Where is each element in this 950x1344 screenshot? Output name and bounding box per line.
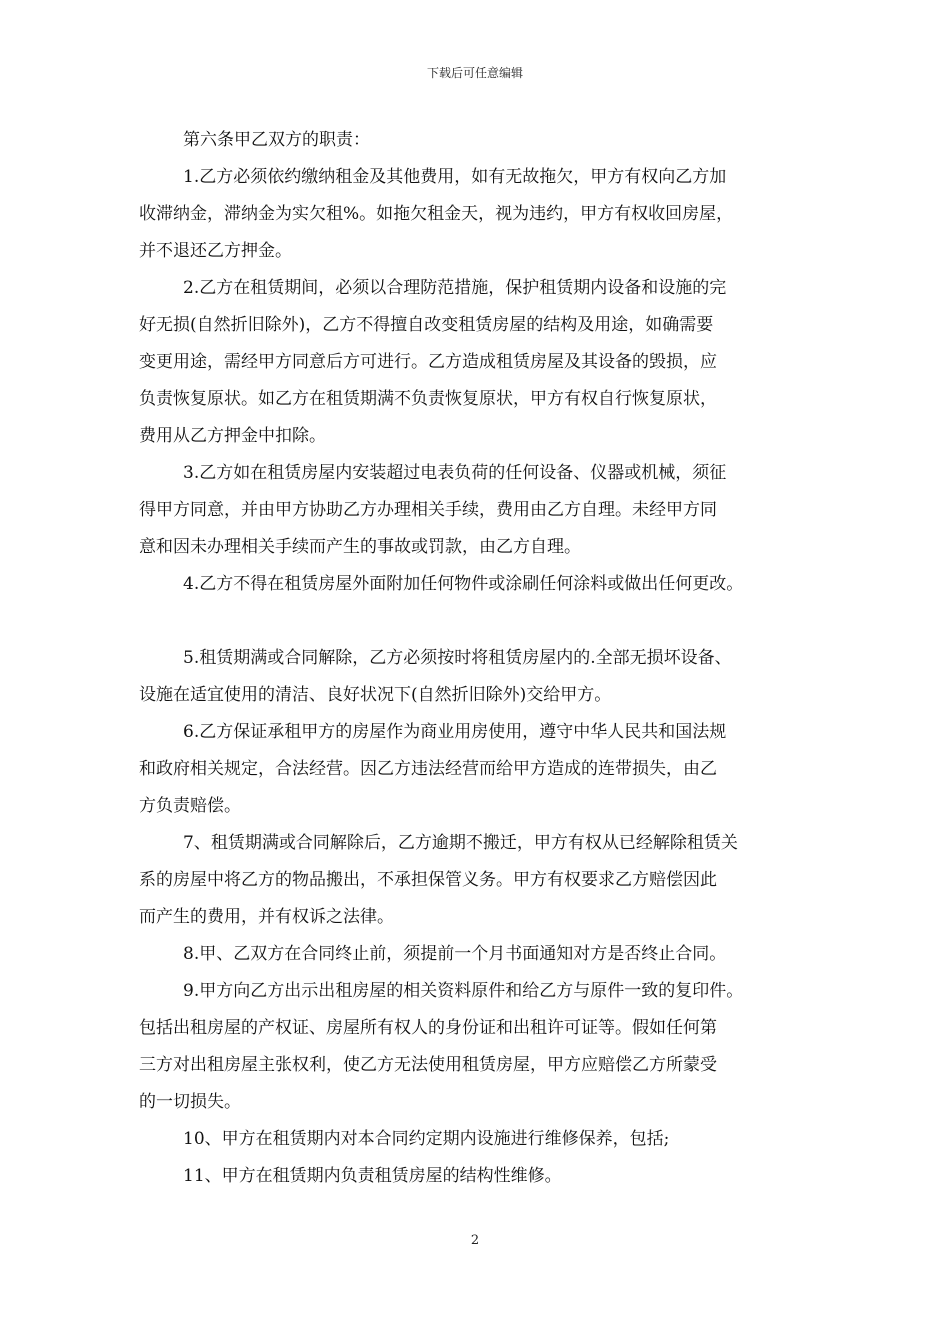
paragraph-clause-1 bbox=[139, 159, 823, 270]
text-line: 3.乙方如在租赁房屋内安装超过电表负荷的任何设备、仪器或机械，须征 bbox=[183, 463, 727, 483]
paragraph-clause-4 bbox=[139, 566, 823, 603]
text-line: 8.甲、乙双方在合同终止前，须提前一个月书面通知对方是否终止合同。 bbox=[183, 944, 727, 964]
text-line: 变更用途，需经甲方同意后方可进行。乙方造成租赁房屋及其设备的毁损，应 bbox=[139, 352, 717, 372]
blank-line bbox=[139, 603, 823, 640]
text-line: 第六条甲乙双方的职责： bbox=[183, 130, 370, 150]
text-line: 费用从乙方押金中扣除。 bbox=[139, 426, 326, 446]
text-line: 得甲方同意，并由甲方协助乙方办理相关手续，费用由乙方自理。未经甲方同 bbox=[139, 500, 717, 520]
paragraph-clause-9 bbox=[139, 973, 823, 1121]
text-line: 7、租赁期满或合同解除后，乙方逾期不搬迁，甲方有权从已经解除租赁关 bbox=[183, 833, 738, 853]
text-line: 4.乙方不得在租赁房屋外面附加任何物件或涂刷任何涂料或做出任何更改。 bbox=[183, 574, 744, 594]
text-line: 11、甲方在租赁期内负责租赁房屋的结构性维修。 bbox=[183, 1166, 562, 1186]
text-line: 1.乙方必须依约缴纳租金及其他费用，如有无故拖欠，甲方有权向乙方加 bbox=[183, 167, 727, 187]
paragraph-clause-10 bbox=[139, 1121, 823, 1158]
text-line: 6.乙方保证承租甲方的房屋作为商业用房使用，遵守中华人民共和国法规 bbox=[183, 722, 727, 742]
text-line: 并不退还乙方押金。 bbox=[139, 241, 292, 261]
text-line: 意和因未办理相关手续而产生的事故或罚款，由乙方自理。 bbox=[139, 537, 581, 557]
text-line: 方负责赔偿。 bbox=[139, 796, 241, 816]
text-line: 包括出租房屋的产权证、房屋所有权人的身份证和出租许可证等。假如任何第 bbox=[139, 1018, 717, 1038]
paragraph-clause-8 bbox=[139, 936, 823, 973]
text-line: 三方对出租房屋主张权利，使乙方无法使用租赁房屋，甲方应赔偿乙方所蒙受 bbox=[139, 1055, 717, 1075]
text-line: 5.租赁期满或合同解除，乙方必须按时将租赁房屋内的.全部无损坏设备、 bbox=[183, 648, 732, 668]
document-body bbox=[139, 122, 823, 1195]
text-line: 设施在适宜使用的清洁、良好状况下(自然折旧除外)交给甲方。 bbox=[139, 685, 612, 705]
text-line: 好无损(自然折旧除外)，乙方不得擅自改变租赁房屋的结构及用途，如确需要 bbox=[139, 315, 714, 335]
text-line: 2.乙方在租赁期间，必须以合理防范措施，保护租赁期内设备和设施的完 bbox=[183, 278, 727, 298]
text-line: 和政府相关规定，合法经营。因乙方违法经营而给甲方造成的连带损失，由乙 bbox=[139, 759, 717, 779]
paragraph-clause-11 bbox=[139, 1158, 823, 1195]
text-line: 的一切损失。 bbox=[139, 1092, 241, 1112]
text-line: 9.甲方向乙方出示出租房屋的相关资料原件和给乙方与原件一致的复印件。 bbox=[183, 981, 744, 1001]
text-line: 系的房屋中将乙方的物品搬出，不承担保管义务。甲方有权要求乙方赔偿因此 bbox=[139, 870, 717, 890]
paragraph-clause-3 bbox=[139, 455, 823, 566]
text-line: 而产生的费用，并有权诉之法律。 bbox=[139, 907, 394, 927]
page-header: 下载后可任意编辑 bbox=[426, 66, 523, 80]
paragraph-section-title bbox=[139, 122, 823, 159]
paragraph-clause-2 bbox=[139, 270, 823, 455]
text-line: 负责恢复原状。如乙方在租赁期满不负责恢复原状，甲方有权自行恢复原状， bbox=[139, 389, 717, 409]
paragraph-clause-7 bbox=[139, 825, 823, 936]
text-line: 10、甲方在租赁期内对本合同约定期内设施进行维修保养，包括; bbox=[183, 1129, 670, 1149]
paragraph-clause-5 bbox=[139, 640, 823, 714]
page-number: 2 bbox=[470, 1233, 480, 1248]
text-line: 收滞纳金，滞纳金为实欠租%。如拖欠租金天，视为违约，甲方有权收回房屋， bbox=[139, 204, 734, 224]
paragraph-clause-6 bbox=[139, 714, 823, 825]
